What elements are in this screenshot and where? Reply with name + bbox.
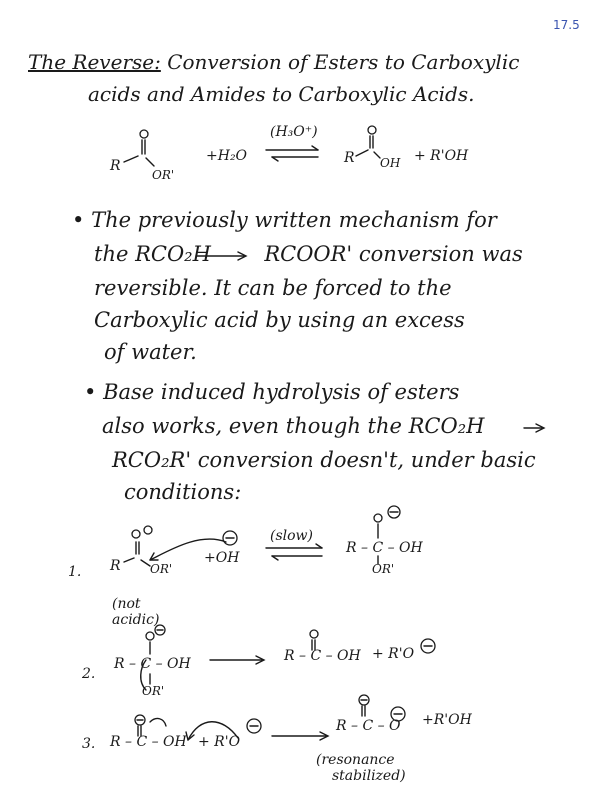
step3-plus-alkoxide: + R'O — [198, 734, 241, 750]
step3-note-line2: stabilized) — [332, 768, 406, 784]
step1-product: R – C – OH — [346, 540, 423, 556]
bullet1-line3: reversible. It can be forced to the — [94, 276, 452, 300]
step1-reactant-structure — [124, 526, 152, 566]
step2-plus-alkoxide: + R'O — [372, 646, 415, 662]
bullet1-line2-a: the RCO₂H — [94, 242, 211, 266]
step3-product: R – C – O — [336, 718, 401, 734]
rxn0-product-oh: OH — [380, 156, 401, 170]
rxn0-product-structure — [356, 126, 380, 158]
rxn0-product-r: R — [344, 150, 355, 166]
rxn0-plus-water: +H₂O — [206, 148, 248, 164]
bullet1-line5: of water. — [104, 340, 197, 364]
step1-plus-oh: +OH — [204, 550, 240, 566]
step1-note-line2: acidic) — [112, 612, 160, 628]
step1-equilibrium-arrow — [266, 544, 322, 560]
step3-reactant: R – C – OH — [110, 734, 187, 750]
bullet2-line2: also works, even though the RCO₂H — [102, 414, 485, 438]
rxn0-reactant-structure — [124, 130, 154, 166]
title-heading: The Reverse: — [28, 50, 161, 74]
bullet1-line2-b: RCOOR' conversion was — [264, 242, 523, 266]
bullet1-line1: • The previously written mechanism for — [72, 208, 497, 232]
step3-note-line1: (resonance — [316, 752, 395, 768]
bullet2-arrow-icon — [524, 424, 544, 432]
page-number: 17.5 — [553, 18, 580, 32]
rxn0-reactant-r: R — [110, 158, 121, 174]
step3-plus-alcohol: +R'OH — [422, 712, 472, 728]
step1-number: 1. — [68, 564, 82, 580]
bullet2-line1: • Base induced hydrolysis of esters — [84, 380, 460, 404]
step2-arrow-icon — [210, 656, 264, 664]
step2-reactant-or: OR' — [142, 684, 165, 698]
rxn0-equilibrium-arrow — [266, 146, 318, 161]
step2-reactant: R – C – OH — [114, 656, 191, 672]
bullet1-line2 — [94, 242, 523, 266]
step3-arrow-icon — [272, 732, 328, 740]
rxn0-plus-alcohol: + R'OH — [414, 148, 469, 164]
rxn0-catalyst: (H₃O⁺) — [270, 124, 318, 140]
step1-condition: (slow) — [270, 528, 313, 544]
step3-reactant-structure — [135, 715, 145, 736]
step1-r: R — [110, 558, 121, 574]
step2-product: R – C – OH — [284, 648, 361, 664]
rxn0-reactant-or: OR' — [152, 168, 175, 182]
step1-note-line1: (not — [112, 596, 141, 612]
step3-number: 3. — [82, 736, 96, 752]
bullet2-line3: RCO₂R' conversion doesn't, under basic — [112, 448, 536, 472]
title-line1: Conversion of Esters to Carboxylic — [160, 50, 520, 74]
step1-or: OR' — [150, 562, 173, 576]
page-title — [28, 50, 519, 74]
page-title-line2: acids and Amides to Carboxylic Acids. — [88, 82, 475, 106]
bullet1-line4: Carboxylic acid by using an excess — [94, 308, 465, 332]
step2-number: 2. — [82, 666, 96, 682]
bullet2-line4: conditions: — [124, 480, 242, 504]
step1-product-or: OR' — [372, 562, 395, 576]
